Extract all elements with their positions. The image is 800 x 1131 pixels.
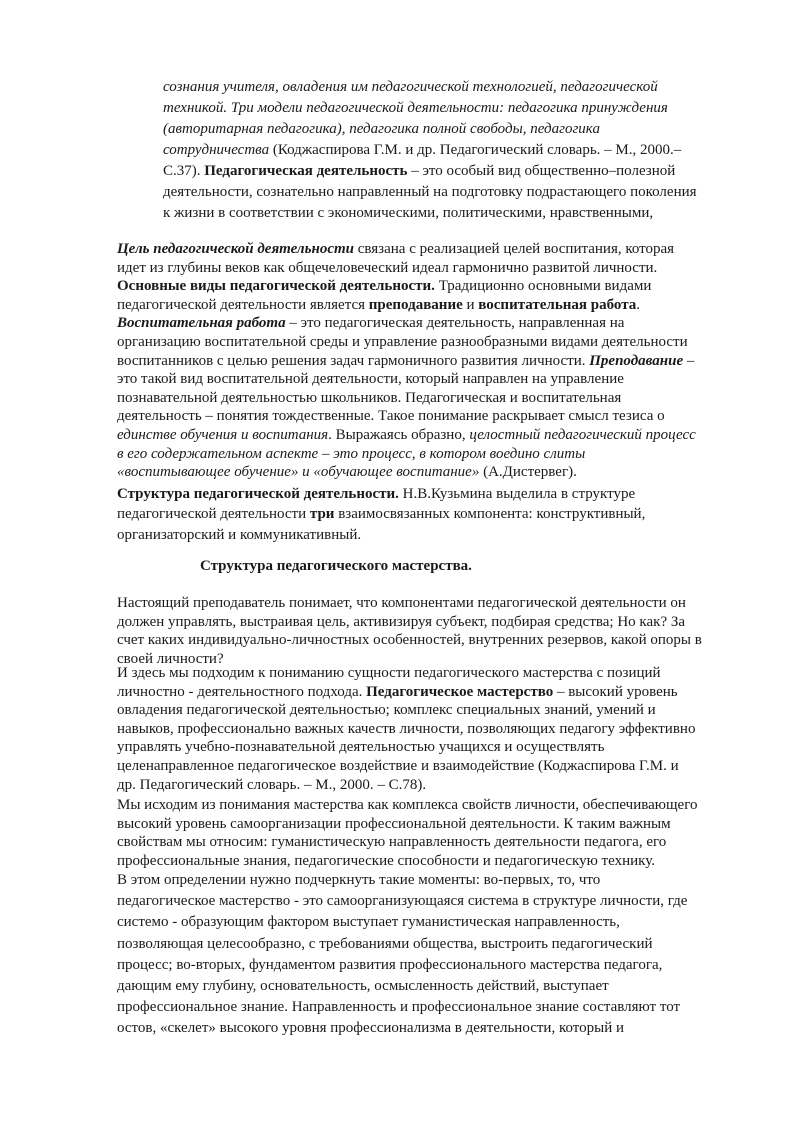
plain-text: воспитанников с целью решения задач гармоничного развития личности. <box>117 352 590 369</box>
text-line <box>117 296 742 315</box>
plain-text: Традиционно основными видами <box>434 278 652 295</box>
paragraph-structure-of-activity <box>117 485 742 546</box>
italic-text: сознания учителя, овладения им педагогической технологией, педагогической <box>163 79 658 95</box>
text-line <box>117 631 742 650</box>
text-line <box>117 594 742 613</box>
text-line <box>117 757 742 776</box>
bold-term: три <box>309 505 335 522</box>
italic-text: целостный педагогический процесс <box>469 426 696 443</box>
plain-text: позволяющая целесообразно, с требованиями общества, выстроить педагогический <box>117 935 653 952</box>
text-line <box>117 389 742 408</box>
plain-text: своей личности? <box>117 650 224 667</box>
bold-italic-term: Преподавание <box>589 352 684 369</box>
italic-text: (авторитарная педагогика), педагогика полной свободы, педагогика <box>163 121 600 137</box>
plain-text: – это особый вид общественно–полезной <box>407 163 676 179</box>
text-line <box>117 352 742 371</box>
plain-text: процесс; во-вторых, фундаментом развития профессионального мастерства педагога, <box>117 956 663 973</box>
text-line <box>117 796 742 815</box>
text-line <box>117 815 742 834</box>
text-line <box>117 445 742 464</box>
text-line <box>163 119 743 140</box>
plain-text: деятельность – понятия тождественные. Такое понимание раскрывает смысл тезиса о <box>117 408 665 425</box>
section-title: Структура педагогического мастерства. <box>200 558 472 574</box>
text-line <box>117 407 742 426</box>
paragraph-definition-moments <box>117 870 742 1040</box>
text-line <box>117 504 742 525</box>
plain-text: Н.В.Кузьмина выделила в структуре <box>398 486 636 502</box>
text-line <box>117 525 742 546</box>
text-line <box>117 240 742 259</box>
plain-text: связана с реализацией целей воспитания, которая <box>353 241 675 257</box>
text-line <box>117 370 742 389</box>
text-line <box>117 852 742 871</box>
plain-text: педагогической деятельности <box>117 505 310 522</box>
plain-text: Настоящий преподаватель понимает, что компонентами педагогической деятельности он <box>117 595 686 611</box>
plain-text: . <box>636 296 641 313</box>
text-line <box>163 203 743 224</box>
text-line <box>117 738 742 757</box>
bold-term: Структура педагогической деятельности. <box>117 486 399 502</box>
bold-term: воспитательная работа <box>478 296 637 313</box>
paragraph-goals-and-types <box>117 240 742 482</box>
text-line <box>117 333 742 352</box>
text-line <box>117 776 742 795</box>
plain-text: к жизни в соответствии с экономическими, политическими, нравственными, <box>163 205 654 221</box>
plain-text: дающим ему глубину, основательность, осмысленность действий, выступает <box>117 978 609 995</box>
plain-text: счет каких индивидуально-личностных особенностей, внутренних резервов, какой опоры в <box>117 632 702 649</box>
text-line <box>117 664 742 683</box>
plain-text: педагогической деятельности является <box>117 296 369 313</box>
bold-italic-term: Цель педагогической деятельности <box>117 241 354 257</box>
plain-text: – высокий уровень <box>553 683 678 700</box>
text-line <box>117 314 742 333</box>
text-line <box>117 934 742 955</box>
plain-text: должен управлять, выстраивая цель, активизируя субъект, подбирая средства; Но как? За <box>117 613 686 630</box>
plain-text: С.37). <box>163 163 205 179</box>
plain-text: овладения педагогической деятельностью; комплекс специальных знаний, умений и <box>117 702 656 719</box>
plain-text: – это педагогическая деятельность, направленная на <box>285 315 625 332</box>
plain-text: В этом определении нужно подчеркнуть такие моменты: во-первых, то, что <box>117 872 601 888</box>
paragraph-teacher-question <box>117 594 742 668</box>
text-line <box>163 161 743 182</box>
bold-term: Педагогическая деятельность <box>204 163 408 179</box>
bold-term: Педагогическое мастерство <box>366 683 554 700</box>
plain-text: (А.Дистервег). <box>479 464 577 481</box>
plain-text: идет из глубины веков как общечеловеческий идеал гармонично развитой личности. <box>117 259 658 276</box>
plain-text: – <box>683 352 695 369</box>
plain-text: высокий уровень самоорганизации профессиональной деятельности. К таким важным <box>117 815 671 832</box>
text-line <box>117 870 742 891</box>
text-line <box>163 140 743 161</box>
text-line <box>117 463 742 482</box>
text-line <box>117 955 742 976</box>
italic-text: единстве обучения и воспитания <box>117 426 329 443</box>
plain-text: системо - образующим фактором выступает гуманистическая направленность, <box>117 914 620 931</box>
text-line <box>163 98 743 119</box>
plain-text: профессиональные знания, педагогические способности и педагогическую технику. <box>117 852 655 869</box>
text-line <box>117 701 742 720</box>
text-line <box>117 912 742 933</box>
text-line <box>117 485 742 504</box>
italic-text: в его содержательном аспекте – это процесс, в котором воедино слиты <box>117 445 586 462</box>
text-line <box>117 720 742 739</box>
text-line <box>117 976 742 997</box>
plain-text: это такой вид воспитательной деятельности, который направлен на управление <box>117 371 624 388</box>
plain-text: взаимосвязанных компонента: конструктивный, <box>334 505 646 522</box>
text-line <box>117 833 742 852</box>
plain-text: свойствам мы относим: гуманистическую направленность деятельности педагога, его <box>117 834 667 851</box>
plain-text: организацию воспитательной среды и управление разнообразными видами деятельности <box>117 333 688 350</box>
bold-term: Основные виды педагогической деятельности. <box>117 278 435 295</box>
plain-text: познавательной деятельностью школьников. Педагогическая и воспитательная <box>117 389 622 406</box>
plain-text: педагогическое мастерство - это самоорганизующаяся система в структуре личности, где <box>117 893 688 910</box>
paragraph-mastery-properties <box>117 796 742 870</box>
plain-text: остов, «скелет» высокого уровня профессионализма в деятельности, который и <box>117 1020 625 1037</box>
bold-italic-term: Воспитательная работа <box>117 315 286 332</box>
text-line <box>117 1018 742 1039</box>
plain-text: навыков, профессионально важных качеств личности, позволяющих педагогу эффективно <box>117 720 696 737</box>
plain-text: деятельности, сознательно направленный на подготовку подрастающего поколения <box>163 184 697 200</box>
text-line <box>117 683 742 702</box>
plain-text: (Коджаспирова Г.М. и др. Педагогический словарь. – М., 2000.– <box>269 142 682 158</box>
top-indented-paragraph <box>163 77 743 224</box>
text-line <box>117 997 742 1018</box>
text-line <box>163 77 743 98</box>
plain-text: и <box>462 296 479 313</box>
text-line <box>117 613 742 632</box>
text-line <box>117 277 742 296</box>
text-line <box>117 891 742 912</box>
text-line <box>117 426 742 445</box>
plain-text: И здесь мы подходим к пониманию сущности педагогического мастерства с позиций <box>117 665 661 681</box>
plain-text: др. Педагогический словарь. – М., 2000. – С.78). <box>117 776 427 793</box>
plain-text: Мы исходим из понимания мастерства как комплекса свойств личности, обеспечивающего <box>117 797 698 813</box>
italic-text: техникой. Три модели педагогической деятельности: педагогика принуждения <box>163 100 668 116</box>
paragraph-mastery-definition <box>117 664 742 794</box>
plain-text: организаторский и коммуникативный. <box>117 526 362 543</box>
plain-text: целенаправленное педагогическое воздействие и взаимодействие (Коджаспирова Г.М. и <box>117 757 679 774</box>
italic-text: «воспитывающее обучение» и «обучающее воспитание» <box>117 464 480 481</box>
plain-text: личностно - деятельностного подхода. <box>117 683 367 700</box>
text-line <box>163 182 743 203</box>
plain-text: управлять учебно-познавательной деятельностью учащихся и осуществлять <box>117 739 605 756</box>
italic-text: сотрудничества <box>163 142 270 158</box>
bold-term: преподавание <box>368 296 463 313</box>
plain-text: . Выражаясь образно, <box>328 426 470 443</box>
plain-text: профессиональное знание. Направленность и профессиональное знание составляют тот <box>117 999 681 1016</box>
text-line <box>117 259 742 278</box>
